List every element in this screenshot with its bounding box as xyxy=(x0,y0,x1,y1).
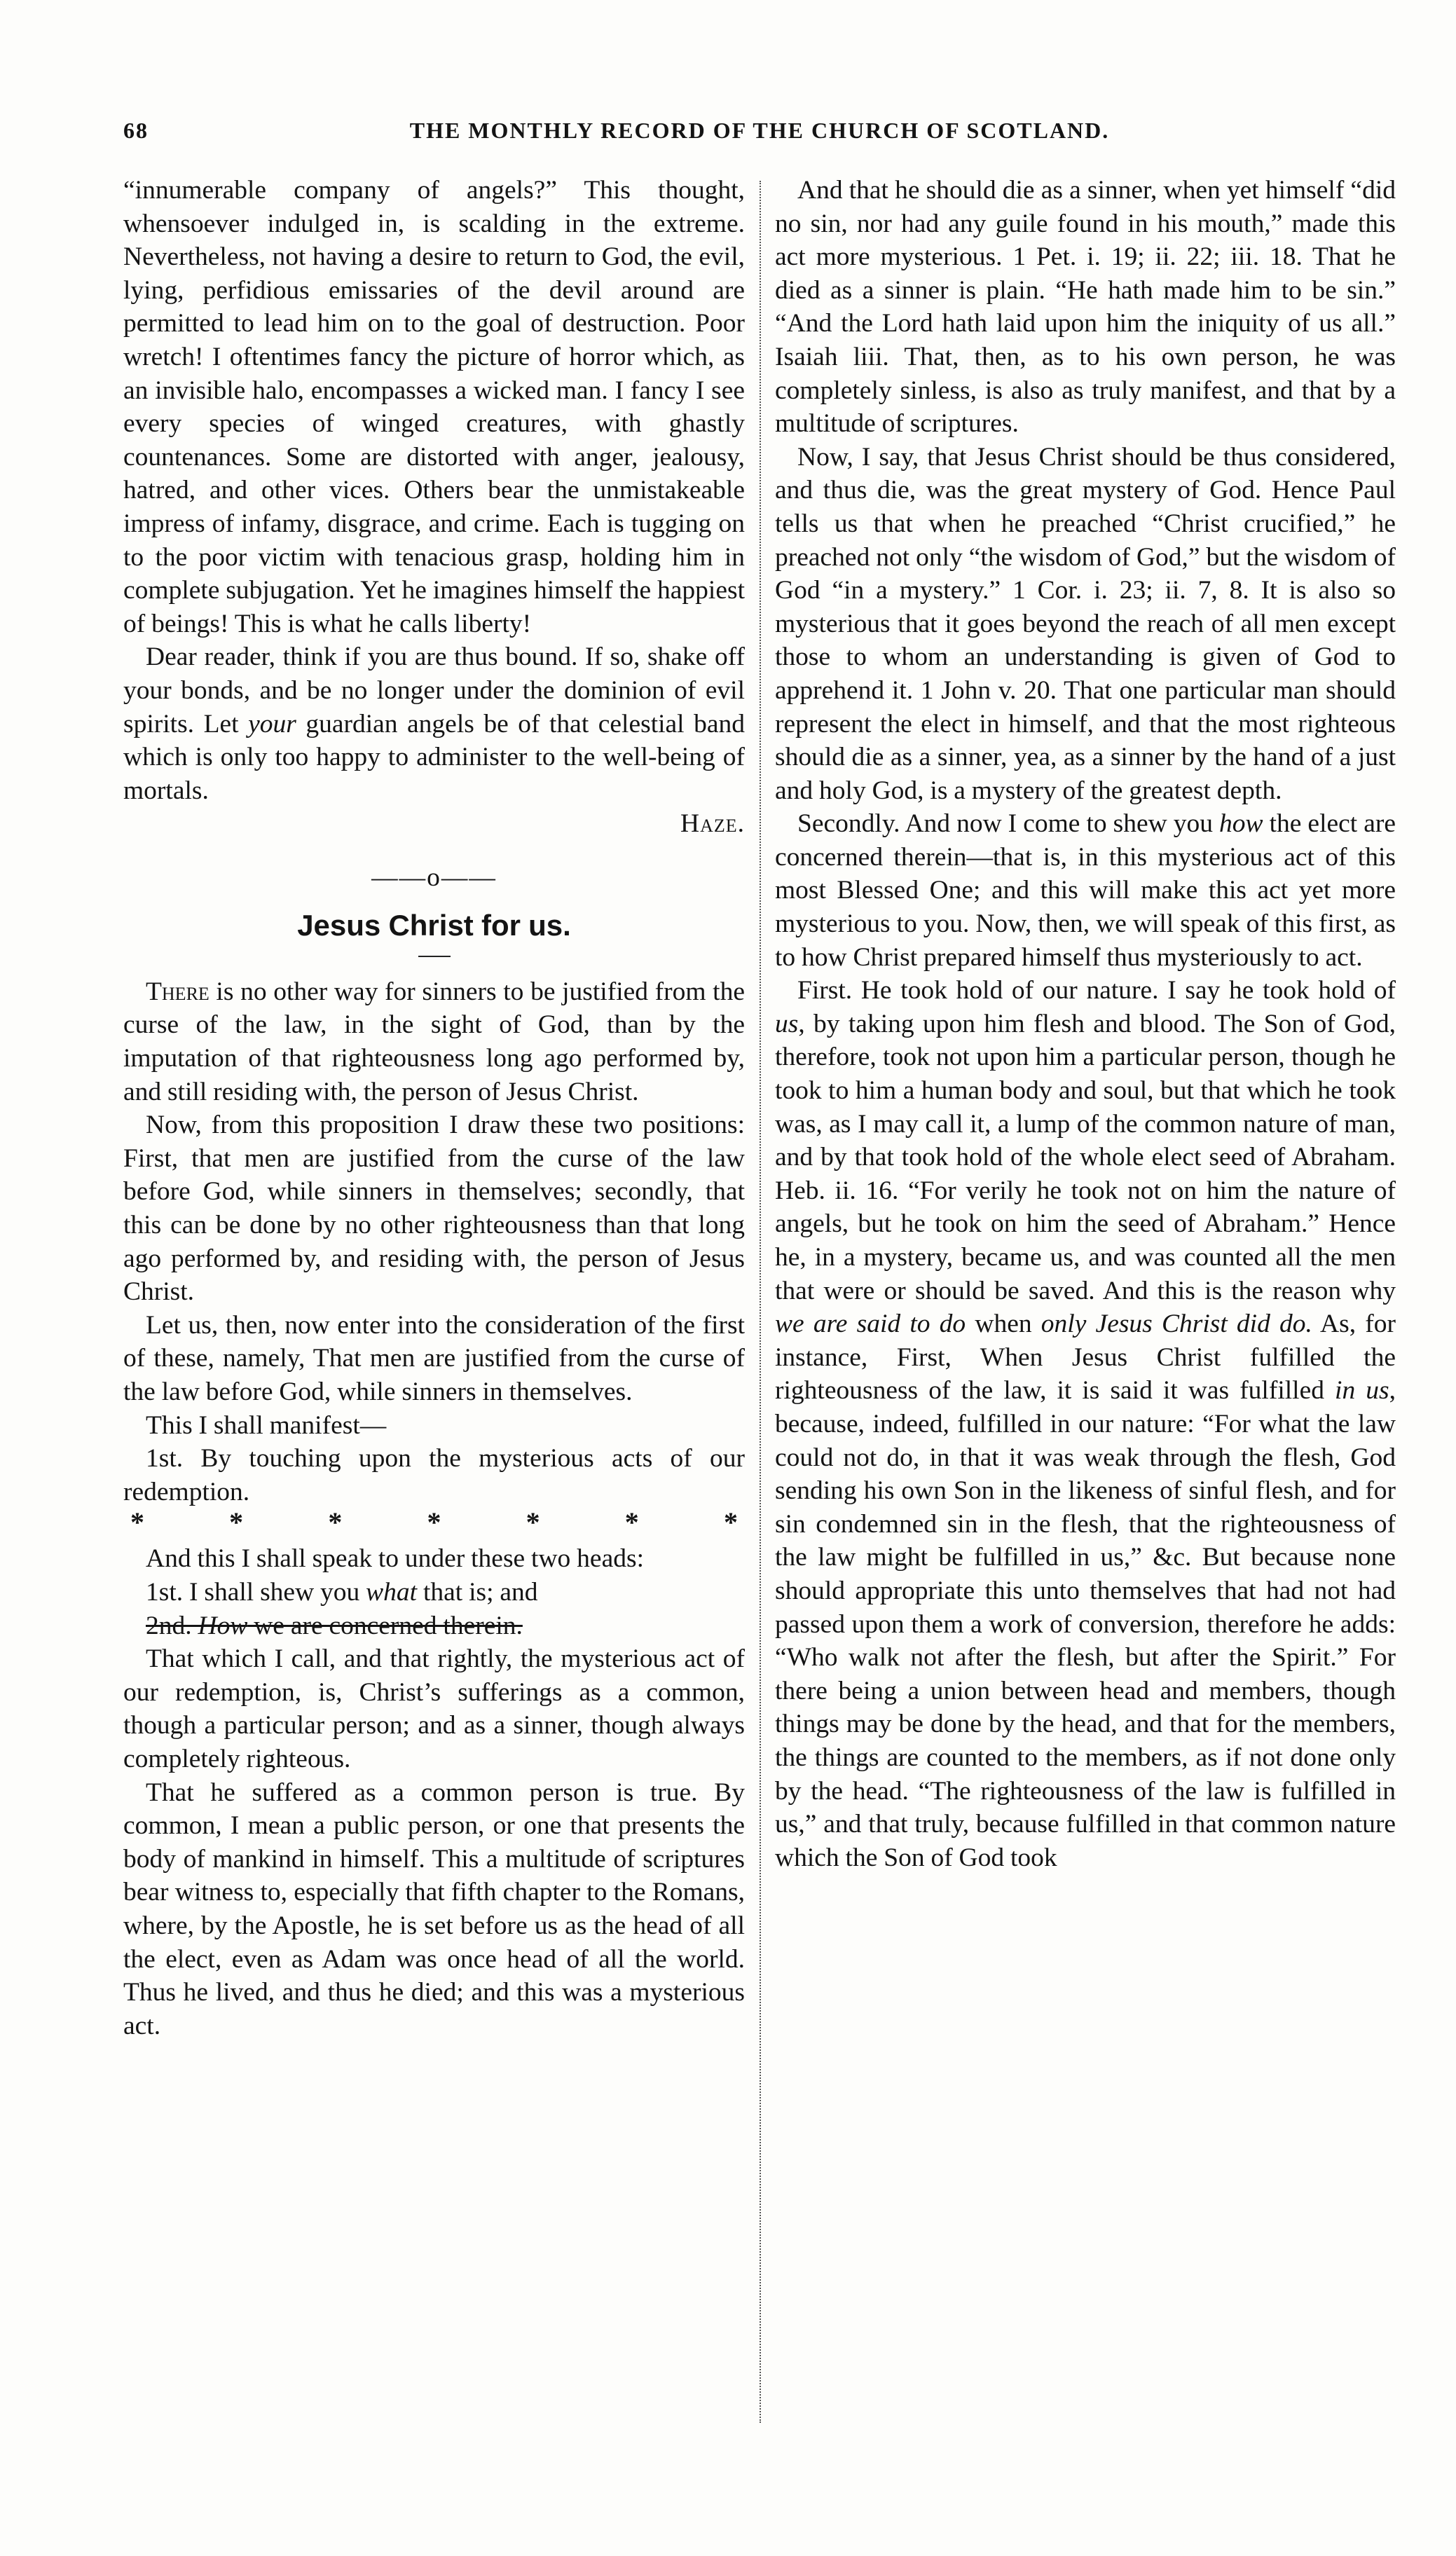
asterisk: * xyxy=(229,1506,244,1539)
emphasis: us xyxy=(775,1009,799,1038)
running-head xyxy=(123,118,1396,157)
text-run: 1st. I shall shew you xyxy=(146,1577,366,1607)
text-run: that is; and xyxy=(417,1577,538,1607)
paragraph xyxy=(123,640,745,807)
left-column xyxy=(123,174,745,2042)
asterisk: * xyxy=(130,1506,144,1539)
text-run: Secondly. And now I come to shew you xyxy=(797,809,1220,839)
paragraph xyxy=(123,975,745,1108)
text-run: 2nd. xyxy=(146,1611,198,1640)
paragraph: Let us, then, now enter into the consideration of the first of these, namely, That men are justified from the curse of the law before God, while sinners in themselves. xyxy=(123,1310,745,1406)
author-signature: Haze. xyxy=(680,809,745,839)
emphasis: in us xyxy=(1335,1376,1389,1406)
paragraph: “innumerable company of angels?” This thought, whensoever indulged in, is scalding in the extreme. Nevertheless, not having a desire to return to God, the evil, lying, perfidious emissaries of the devil around are permitted to lead him on to the goal of destruction. Poor wretch! I oftentimes fancy the picture of horror which, as an invisible halo, encompasses a wicked man. I fancy I see every species of winged creatures, with ghastly countenances. Some are distorted with anger, jealousy, hatred, and other vices. Others bear the unmistakeable impress of infamy, disgrace, and crime. Each is tugging on to the poor victim with tenacious grasp, holding him in complete subjugation. Yet he imagines himself the happiest of beings! This is what he calls liberty! xyxy=(123,176,745,638)
emphasis: how xyxy=(1219,809,1263,839)
paragraph: This I shall manifest— xyxy=(146,1410,387,1440)
paragraph: And that he should die as a sinner, when yet himself “did no sin, nor had any guile found in his mouth,” made this act more mysterious. 1 Pet. i. 19; ii. 22; iii. 18. That he died as a sinner is plain. “He hath made him to be sin.” “And the Lord hath laid upon him the iniquity of us all.” Isaiah liii. That, then, as to his own person, he was completely sinless, is also as truly manifest, and that by a multitude of scriptures. xyxy=(775,176,1396,439)
paragraph: And this I shall speak to under these two heads: xyxy=(146,1544,644,1574)
paragraph xyxy=(775,974,1396,1874)
asterisk: * xyxy=(624,1506,639,1539)
asterisk: * xyxy=(526,1506,540,1539)
emphasis: what xyxy=(366,1577,418,1607)
article-title: Jesus Christ for us. xyxy=(297,908,571,942)
text-run: the elect are concerned therein—that is, in this mysterious act of this most Blessed One; and this will make this act yet more mysterious to you. Now, then, we will speak of this first, as to how Christ prepared himself thus mysteriously to act. xyxy=(775,809,1396,972)
asterism xyxy=(123,1506,745,1542)
column-divider xyxy=(760,181,761,2423)
title-rule xyxy=(418,956,451,957)
signature-line xyxy=(123,807,745,841)
asterisk: * xyxy=(328,1506,343,1539)
emphasis: only Jesus Christ did do. xyxy=(1041,1310,1312,1339)
text-run: , because, indeed, fulfilled in our nature: “For what the law could not do, in that it was weak through the flesh, God sending his own Son in the likeness of sinful flesh, and for sin condemned sin in the flesh, that the righteousness of the law might be fulfilled in us,” &c. But because none should appropriate this unto themselves that had not had passed upon them a work of conversion, therefore he adds: “Who walk not after the flesh, but after the Spirit.” For there being a union between head and members, though things may be done by the head, and that for the members, the things are counted to the members, as if not done only by the head. “The righteousness of the law is fulfilled in us,” and that truly, because fulfilled in that common nature which the Son of God took xyxy=(775,1376,1396,1872)
text-run: when xyxy=(966,1310,1041,1339)
text-run: is no other way for sinners to be justified from the curse of the law, in the sight of God, than by the imputation of that righteousness long ago performed by, and still residing with, the person of Jesus Christ. xyxy=(123,977,745,1106)
paragraph xyxy=(775,807,1396,974)
asterisk: * xyxy=(723,1506,738,1539)
text-run: guardian angels be of that celestial band which is only too happy to administer to the well-being of mortals. xyxy=(123,709,745,805)
paragraph: Now, from this proposition I draw these two positions: First, that men are justified from the curse of the law before God, while sinners in themselves; secondly, that this can be done by no other righteousness than that long ago performed by, and residing with, the person of Jesus Christ. xyxy=(123,1111,745,1307)
page-number: 68 xyxy=(123,118,149,143)
right-column xyxy=(775,174,1396,1874)
paragraph xyxy=(123,1576,745,1609)
paragraph: Now, I say, that Jesus Christ should be thus considered, and thus die, was the great mystery of God. Hence Paul tells us that when he preached “Christ crucified,” he preached not only “the wisdom of God,” but the wisdom of God “in a mystery.” 1 Cor. i. 23; ii. 7, 8. It is also so mysterious that it goes beyond the reach of all men except those to whom an understanding is given of God to apprehend it. 1 John v. 20. That one particular man should represent the elect in himself, and that the most righteous should die as a sinner, yea, as a sinner by the hand of a just and holy God, is a mystery of the greatest depth. xyxy=(775,442,1396,805)
paragraph: That he suffered as a common person is true. By common, I mean a public person, or one that presents the body of mankind in himself. This a multitude of scriptures bear witness to, especially that fifth chapter to the Romans, where, by the Apostle, he is set before us as the head of all the elect, even as Adam was once head of all the world. Thus he lived, and thus he died; and this was a mysterious act. xyxy=(123,1778,745,2040)
lead-word: There xyxy=(146,977,210,1006)
emphasis: How xyxy=(198,1611,248,1640)
section-separator: ——o—— xyxy=(371,863,497,892)
text-run: we are concerned therein. xyxy=(247,1611,523,1640)
text-run: As, for instance, First, When Jesus Christ fulfilled the righteousness of the law, it is said it was fulfilled xyxy=(775,1310,1396,1406)
emphasis: we are said to do xyxy=(775,1310,966,1339)
paragraph xyxy=(123,1609,745,1643)
asterisk: * xyxy=(427,1506,441,1539)
journal-title: THE MONTHLY RECORD OF THE CHURCH OF SCOTLAND. xyxy=(409,118,1110,143)
emphasis: your xyxy=(248,709,296,738)
text-run: , by taking upon him flesh and blood. The Son of God, therefore, took not upon him a particular person, though he took to him a human body and soul, but that which he took was, as I may call it, a lump of the common nature of man, and by that took hold of the whole elect seed of Abraham. Heb. ii. 16. “For verily he took not on him the nature of angels, but he took on him the seed of Abraham.” Hence he, in a mystery, became us, and was counted all the men that were or should be saved. And this is the reason why xyxy=(775,1009,1396,1305)
text-run: Dear reader, think if you are thus bound. If so, shake off your bonds, and be no longer under the dominion of evil spirits. Let xyxy=(123,643,745,738)
paragraph: That which I call, and that rightly, the mysterious act of our redemption, is, Christ’s sufferings as a common, though a particular person; and as a sinner, though always completely righteous. xyxy=(123,1644,745,1773)
text-run: First. He took hold of our nature. I say he took hold of xyxy=(797,976,1396,1005)
paragraph: 1st. By touching upon the mysterious acts of our redemption. xyxy=(123,1444,745,1506)
